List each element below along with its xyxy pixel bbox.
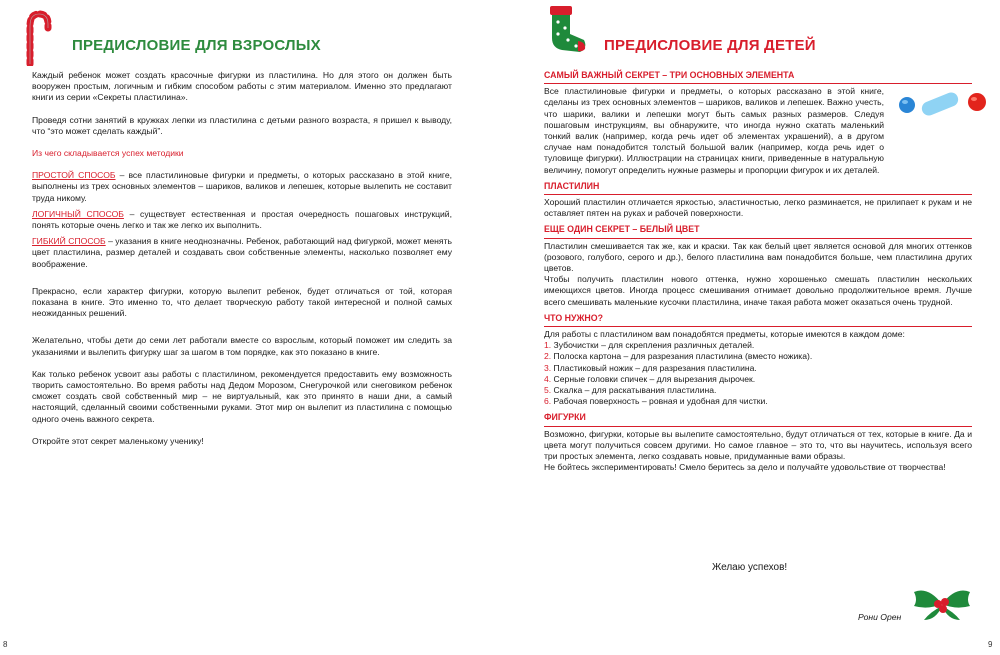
list-number: 4. — [544, 373, 552, 384]
term-simple: ПРОСТОЙ СПОСОБ — [32, 170, 116, 181]
paragraph: Проведя сотни занятий в кружках лепки из пластилина с детьми разного возраста, я пришел к выводу, что “это может сделать каждый”. — [32, 114, 452, 136]
paragraph: Каждый ребенок может создать красочные фигурки из пластилина. Но для этого он должен быть вооружен простым, логичным и гибким способом работы с этим материалом. Именно это предлагают книги из серии «Секреты пластилина». — [32, 70, 452, 103]
list-text: Рабочая поверхность – ровная и удобная для чистки. — [551, 396, 768, 407]
section-heading: САМЫЙ ВАЖНЫЙ СЕКРЕТ – ТРИ ОСНОВНЫХ ЭЛЕМЕНТА — [544, 70, 795, 80]
list-text: Полоска картона – для разрезания пластилина (вместо ножика). — [551, 351, 813, 362]
section-heading: ФИГУРКИ — [544, 412, 586, 423]
list-item — [544, 351, 972, 362]
method-text: – указания в книге неоднозначны. Ребенок, работающий над фигуркой, может менять цвет пластилина, размер деталей и создавать свои собственные элементы, насколько позволяет ему воображение. — [32, 236, 452, 269]
paragraph: Как только ребенок усвоит азы работы с пластилином, рекомендуется предоставить ему возможность творить самостоятельно. Во время работы над Дедом Морозом, Снегурочкой или снеговиком ребенок сможет создать свой собственный мир – не виртуальный, как это принято в наши дни, а самый настоящий, сделанный своими собственными руками. Этот мир он вылепит из пластилина с помощью одного очень важного секрета. — [32, 368, 452, 424]
list-number: 6. — [544, 396, 552, 407]
method-flexible — [32, 236, 452, 270]
list-text: Скалка – для раскатывания пластилина. — [551, 385, 717, 396]
candy-cane-icon — [20, 8, 52, 66]
method-text: – все пластилиновые фигурки и предметы, о которых рассказано в этой книге, выполнены из трех основных элементов – шариков, валиков и лепешек, которые вылепить не составит труда никому. — [32, 170, 452, 203]
page-title-adults: ПРЕДИСЛОВИЕ ДЛЯ ВЗРОСЛЫХ — [72, 37, 321, 54]
list-text: Пластиковый ножик – для разрезания пластилина. — [551, 362, 757, 373]
closing-wish: Желаю успехов! — [712, 562, 788, 573]
list-text: Зубочистки – для скрепления различных деталей. — [551, 340, 755, 351]
right-text-column — [544, 70, 972, 474]
method-simple — [32, 170, 452, 204]
section-divider — [544, 426, 972, 427]
list-item — [544, 385, 972, 396]
page-number-left: 8 — [3, 640, 8, 649]
holly-icon — [908, 580, 976, 624]
section-divider — [544, 326, 972, 327]
page-title-kids: ПРЕДИСЛОВИЕ ДЛЯ ДЕТЕЙ — [604, 37, 816, 54]
paragraph: Хороший пластилин отличается яркостью, эластичностью, легко разминается, не прилипает к рукам и не оставляет пятен на руках и рабочей поверхности. — [544, 197, 972, 219]
list-number: 1. — [544, 340, 552, 351]
method-text: – существует естественная и простая очередность пошаговых инструкций, понять которые очень легко и так же легко их выполнить. — [32, 208, 452, 231]
christmas-stocking-icon — [540, 4, 590, 56]
section-divider — [544, 194, 972, 195]
list-number: 5. — [544, 385, 552, 396]
list-item — [544, 396, 972, 407]
left-text-column — [32, 70, 452, 447]
section-heading: ПЛАСТИЛИН — [544, 180, 600, 191]
paragraph: Для работы с пластилином вам понадобятся предметы, которые имеются в каждом доме: — [544, 329, 905, 340]
section-divider — [544, 83, 972, 84]
paragraph: Прекрасно, если характер фигурки, которую вылепит ребенок, будет отличаться от той, которая показана в книге. Это именно то, что делает творческую работу такой интересной и полной самых неожиданных решений. — [32, 285, 452, 319]
paragraph: Возможно, фигурки, которые вы вылепите самостоятельно, будут отличаться от тех, которые в книге. Да и цвета могут получиться совсем другими. Но самое главное – это то, что вы научитесь, используя всего три простых элемента, легко создавать новые, придуманные вами образы. — [544, 428, 972, 462]
list-number: 2. — [544, 351, 552, 362]
list-text: Серные головки спичек – для вырезания дырочек. — [551, 373, 756, 384]
section-heading: ЕЩЕ ОДИН СЕКРЕТ – БЕЛЫЙ ЦВЕТ — [544, 224, 700, 235]
paragraph: Чтобы получить пластилин нового оттенка, нужно хорошенько смешать пластилин нескольких имеющихся цветов. Иногда процесс смешивания отнимает довольно продолжительное время. Лучше всего смешивать маленькие кусочки пластилина, иначе такая работа может оказаться очень трудной. — [544, 274, 972, 307]
tools-list — [544, 340, 972, 407]
success-heading: Из чего складывается успех методики — [32, 148, 184, 159]
list-item — [544, 374, 972, 385]
list-item — [544, 340, 972, 351]
paragraph: Все пластилиновые фигурки и предметы, о которых рассказано в этой книге, сделаны из трех основных элементов – шариков, валиков и лепешек. Важно учесть, что шарики, валики и лепешки могут быть самых разных размеров. Следуя пошаговым инструкциям, вы обнаружите, что иногда нужно скатать маленький тонкий валик (например, когда речь идет об элементах украшений), а в другом случае нам понадобится толстый большой валик (например, когда речь идет о туловище фигурки). Иллюстрации на страницах книги, приведенные в натуральную величину, помогут определить нужные размеры и пропорции фигурок и их деталей. — [544, 86, 884, 175]
page-number-right: 9 — [988, 640, 993, 649]
term-flexible: ГИБКИЙ СПОСОБ — [32, 236, 106, 247]
list-item — [544, 363, 972, 374]
section-heading: ЧТО НУЖНО? — [544, 312, 603, 323]
paragraph: Не бойтесь экспериментировать! Смело беритесь за дело и получайте удовольствие от творчества! — [544, 462, 946, 473]
author-signature: Рони Орен — [858, 612, 902, 622]
paragraph: Желательно, чтобы дети до семи лет работали вместе со взрослым, который поможет им следить за указаниями и вылепить фигурку шаг за шагом в том порядке, как это показано в книге. — [32, 335, 452, 357]
paragraph: Пластилин смешивается так же, как и краски. Так как белый цвет является основой для многих оттенков (розового, голубого, серого и др.), белого пластилина вам понадобится больше, чем пластилина других цветов. — [544, 240, 972, 274]
paragraph: Откройте этот секрет маленькому ученику! — [32, 435, 204, 446]
method-logic — [32, 209, 452, 231]
list-number: 3. — [544, 362, 552, 373]
section-divider — [544, 238, 972, 239]
term-logic: ЛОГИЧНЫЙ СПОСОБ — [32, 208, 124, 219]
